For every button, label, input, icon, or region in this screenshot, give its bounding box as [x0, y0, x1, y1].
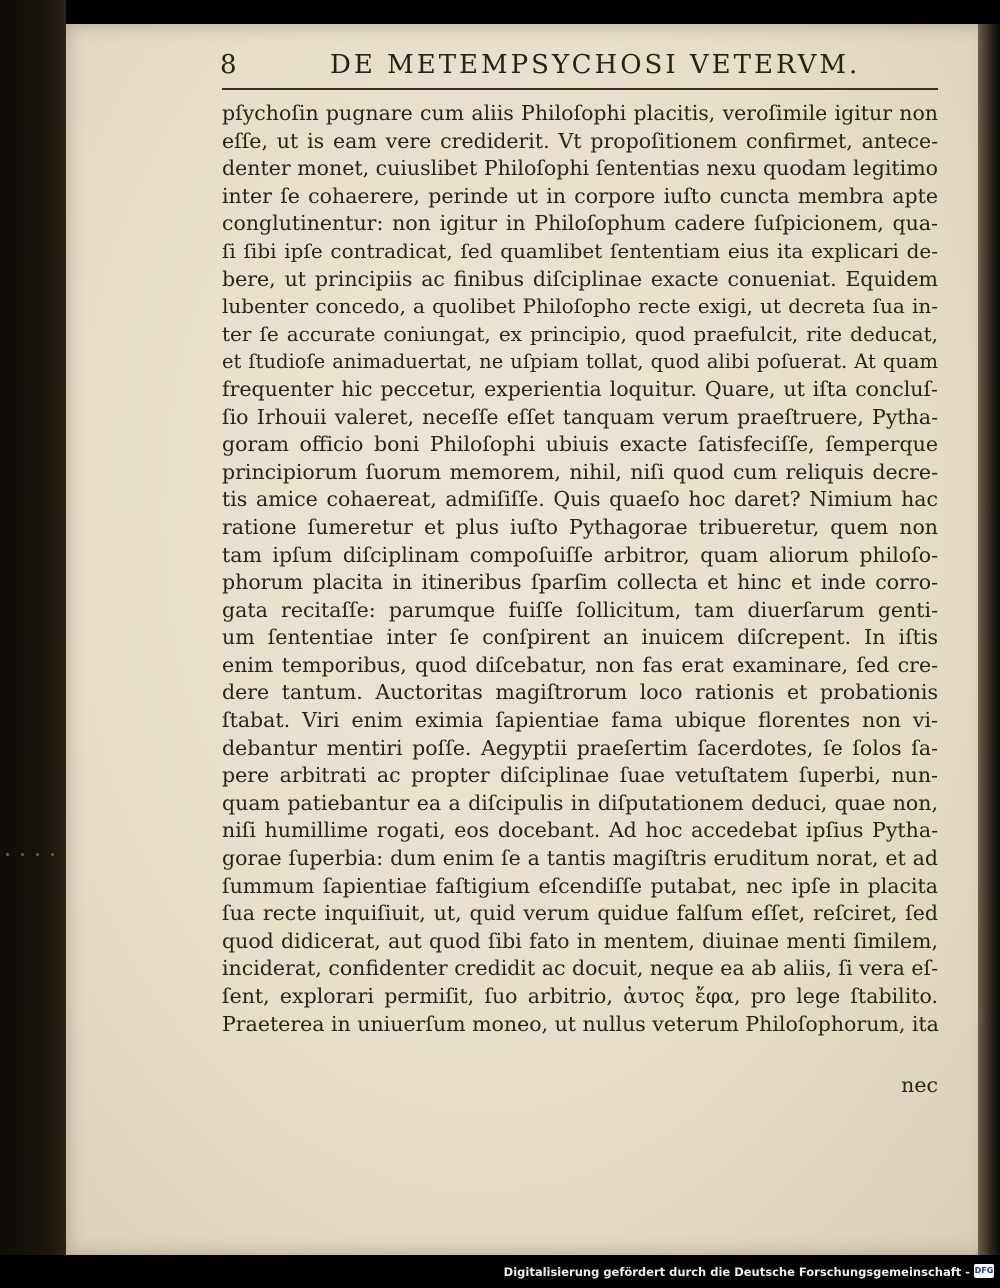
text-line: lubenter concedo, a quolibet Philoſopho recte exigi, ut decreta ſua in- [222, 294, 938, 319]
text-line: enim temporibus, quod diſcebatur, non fas erat examinare, ſed cre- [222, 652, 938, 677]
text-line: gorae ſuperbia: dum enim ſe a tantis magiſtris eruditum norat, et ad [222, 846, 938, 871]
text-line: um ſententiae inter ſe conſpirent an inuicem diſcrepent. In iſtis [222, 625, 938, 650]
text-line: Praeterea in uniuerſum moneo, ut nullus veterum Philoſophorum, ita [222, 1011, 939, 1036]
book-edge-right [978, 24, 1000, 1255]
footer-bar [0, 1255, 1000, 1288]
page-number: 8 [220, 50, 238, 80]
running-title: DE METEMPSYCHOSI VETERVM. [330, 50, 861, 80]
text-line: ſio Irhouii valeret, neceſſe eſſet tanquam verum praeſtruere, Pytha- [222, 404, 938, 429]
text-line: frequenter hic peccetur, experientia loquitur. Quare, ut iſta concluſ- [222, 376, 938, 401]
text-line: dere tantum. Auctoritas magiſtrorum loco rationis et probationis [222, 680, 938, 705]
text-line: eſſe, ut is eam vere crediderit. Vt propoſitionem confirmet, antece- [222, 128, 938, 153]
catchword: nec [901, 1073, 938, 1097]
text-line: quod didicerat, aut quod ſibi fato in mentem, diuinae menti ſimilem, [222, 928, 938, 953]
text-line: niſi humillime rogati, eos docebant. Ad hoc accedebat ipſius Pytha- [222, 818, 938, 843]
text-line: ſi ſibi ipſe contradicat, ſed quamlibet ſententiam eius ita explicari de- [222, 238, 938, 263]
text-line: et ſtudioſe animaduertat, ne uſpiam tollat, quod alibi poſuerat. At quam [222, 350, 938, 374]
body-text [222, 100, 938, 1038]
text-line: inciderat, confidenter credidit ac docuit, neque ea ab aliis, ſi vera eſ- [222, 956, 938, 981]
text-line: phorum placita in itineribus ſparſim collecta et hinc et inde corro- [222, 570, 938, 595]
text-line: inter ſe cohaerere, perinde ut in corpore iuſto cuncta membra apte [222, 183, 938, 208]
text-line: ſummum ſapientiae faſtigium eſcendiſſe putabat, nec ipſe in placita [222, 873, 938, 898]
text-line: quam patiebantur ea a diſcipulis in diſputationem deduci, quae non, [222, 790, 938, 815]
text-line: denter monet, cuiuslibet Philoſophi ſententias nexu quodam legitimo [222, 156, 938, 181]
text-line: goram officio boni Philoſophi ubiuis exacte ſatisfeciſſe, ſemperque [222, 432, 938, 457]
dfg-logo: DFG [974, 1264, 994, 1278]
text-line: principiorum ſuorum memorem, nihil, niſi quod cum reliquis decre- [222, 459, 938, 484]
text-line: ter ſe accurate coniungat, ex principio, quod praefulcit, rite deducat, [222, 321, 938, 346]
text-line: tam ipſum diſciplinam compoſuiſſe arbitror, quam aliorum philoſo- [222, 542, 938, 567]
text-line: ſtabat. Viri enim eximia ſapientiae fama ubique florentes non vi- [222, 708, 938, 733]
text-line: ſent, explorari permiſit, ſuo arbitrio, ἀυτος ἔφα, pro lege ſtabilito. [222, 984, 938, 1008]
text-line: pſychoſin pugnare cum aliis Philoſophi placitis, veroſimile igitur non [222, 101, 938, 125]
funding-notice: Digitalisierung gefördert durch die Deutsche Forschungsgemeinschaft - [503, 1265, 970, 1279]
text-line: pere arbitrati ac propter diſciplinae ſuae vetuſtatem ſuperbi, nun- [222, 763, 938, 788]
text-line: tis amice cohaereat, admiſiſſe. Quis quaeſo hoc daret? Nimium hac [222, 487, 938, 512]
text-line: bere, ut principiis ac finibus diſciplinae exacte conueniat. Equidem [222, 266, 938, 291]
margin-dots [6, 853, 54, 856]
text-line: ſua recte inquiſiuit, ut, quid verum quidue falſum eſſet, reſciret, ſed [222, 901, 938, 926]
text-line: gata recitaſſe: parumque fuiſſe ſollicitum, tam diuerſarum genti- [222, 597, 938, 622]
book-edge-left [0, 0, 66, 1255]
text-line: ratione ſumeretur et plus iuſto Pythagorae tribueretur, quem non [222, 514, 938, 539]
header-rule [222, 88, 938, 90]
text-line: debantur mentiri poſſe. Aegyptii praeſertim ſacerdotes, ſe ſolos ſa- [222, 735, 938, 760]
page-header [220, 50, 860, 90]
text-line: conglutinentur: non igitur in Philoſophum cadere ſuſpicionem, qua- [222, 211, 938, 236]
